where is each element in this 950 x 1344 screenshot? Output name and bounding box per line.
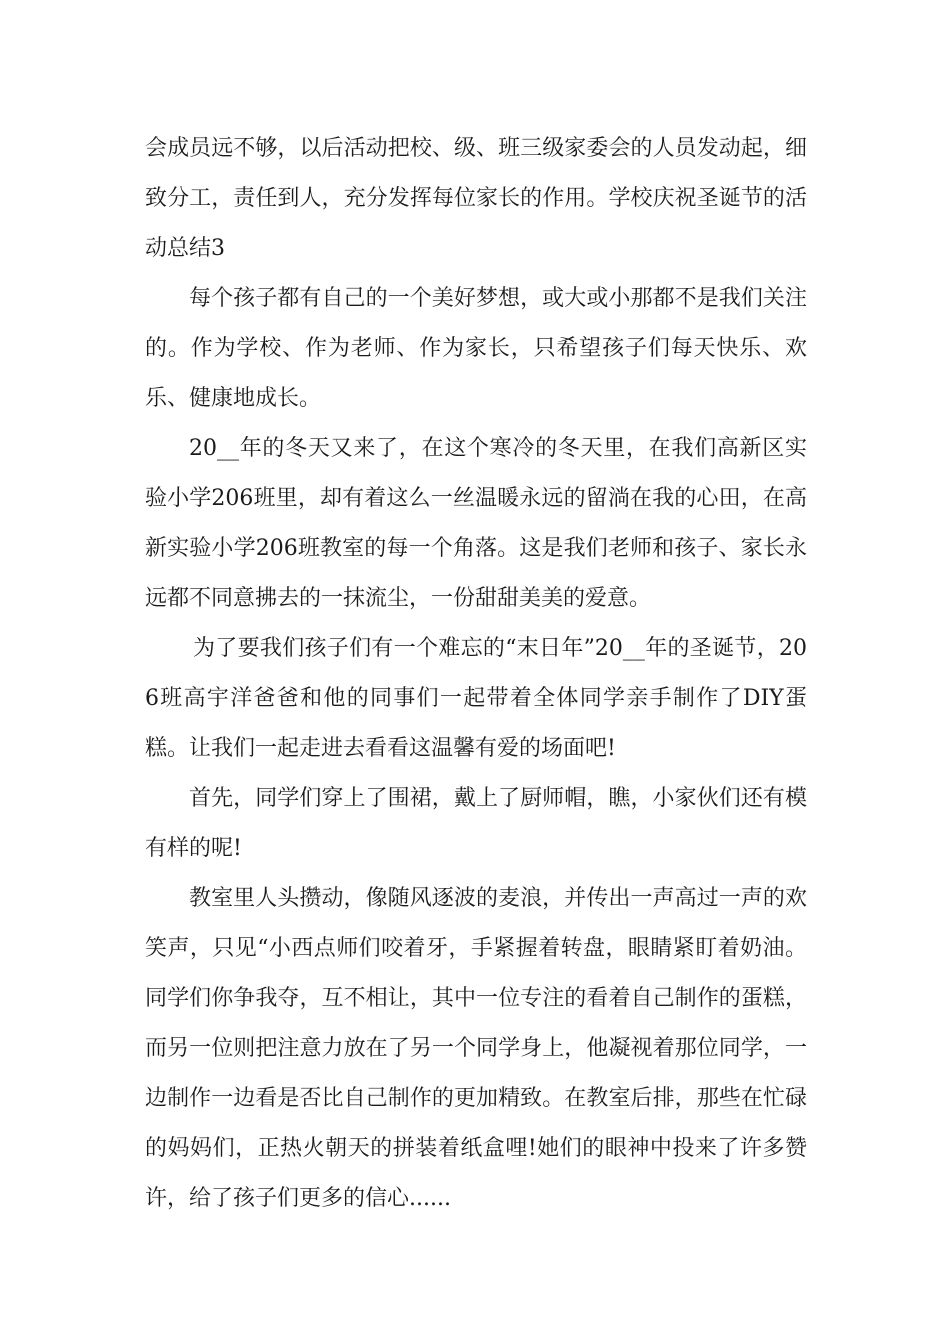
paragraph-continuation: 会成员远不够，以后活动把校、级、班三级家委会的人员发动起，细致分工，责任到人，充分发挥每位家长的作用。学校庆祝圣诞节的活动总结3 <box>145 136 807 261</box>
paragraph-dreams: 每个孩子都有自己的一个美好梦想，或大或小那都不是我们关注的。作为学校、作为老师、作为家长，只希望孩子们每天快乐、欢乐、健康地成长。 <box>145 286 807 411</box>
paragraph-aprons: 首先，同学们穿上了围裙，戴上了厨师帽，瞧，小家伙们还有模有样的呢! <box>145 786 807 861</box>
paragraph-christmas-cake: 为了要我们孩子们有一个难忘的“末日年”20__年的圣诞节，206班高宇洋爸爸和他的同事们一起带着全体同学亲手制作了DIY蛋糕。让我们一起走进去看看这温馨有爱的场面吧! <box>145 636 807 761</box>
document-body <box>145 124 807 1224</box>
paragraph-classroom: 教室里人头攒动，像随风逐波的麦浪，并传出一声高过一声的欢笑声，只见“小西点师们咬着牙，手紧握着转盘，眼睛紧盯着奶油。同学们你争我夺，互不相让，其中一位专注的看着自己制作的蛋糕，而另一位则把注意力放在了另一个同学身上，他凝视着那位同学，一边制作一边看是否比自己制作的更加精致。在教室后排，那些在忙碌的妈妈们，正热火朝天的拼装着纸盒哩!她们的眼神中投来了许多赞许，给了孩子们更多的信心...... <box>145 886 807 1211</box>
paragraph-winter: 20__年的冬天又来了，在这个寒冷的冬天里，在我们高新区实验小学206班里，却有着这么一丝温暖永远的留淌在我的心田，在高新实验小学206班教室的每一个角落。这是我们老师和孩子、家长永远都不同意拂去的一抹流尘，一份甜甜美美的爱意。 <box>145 436 807 611</box>
